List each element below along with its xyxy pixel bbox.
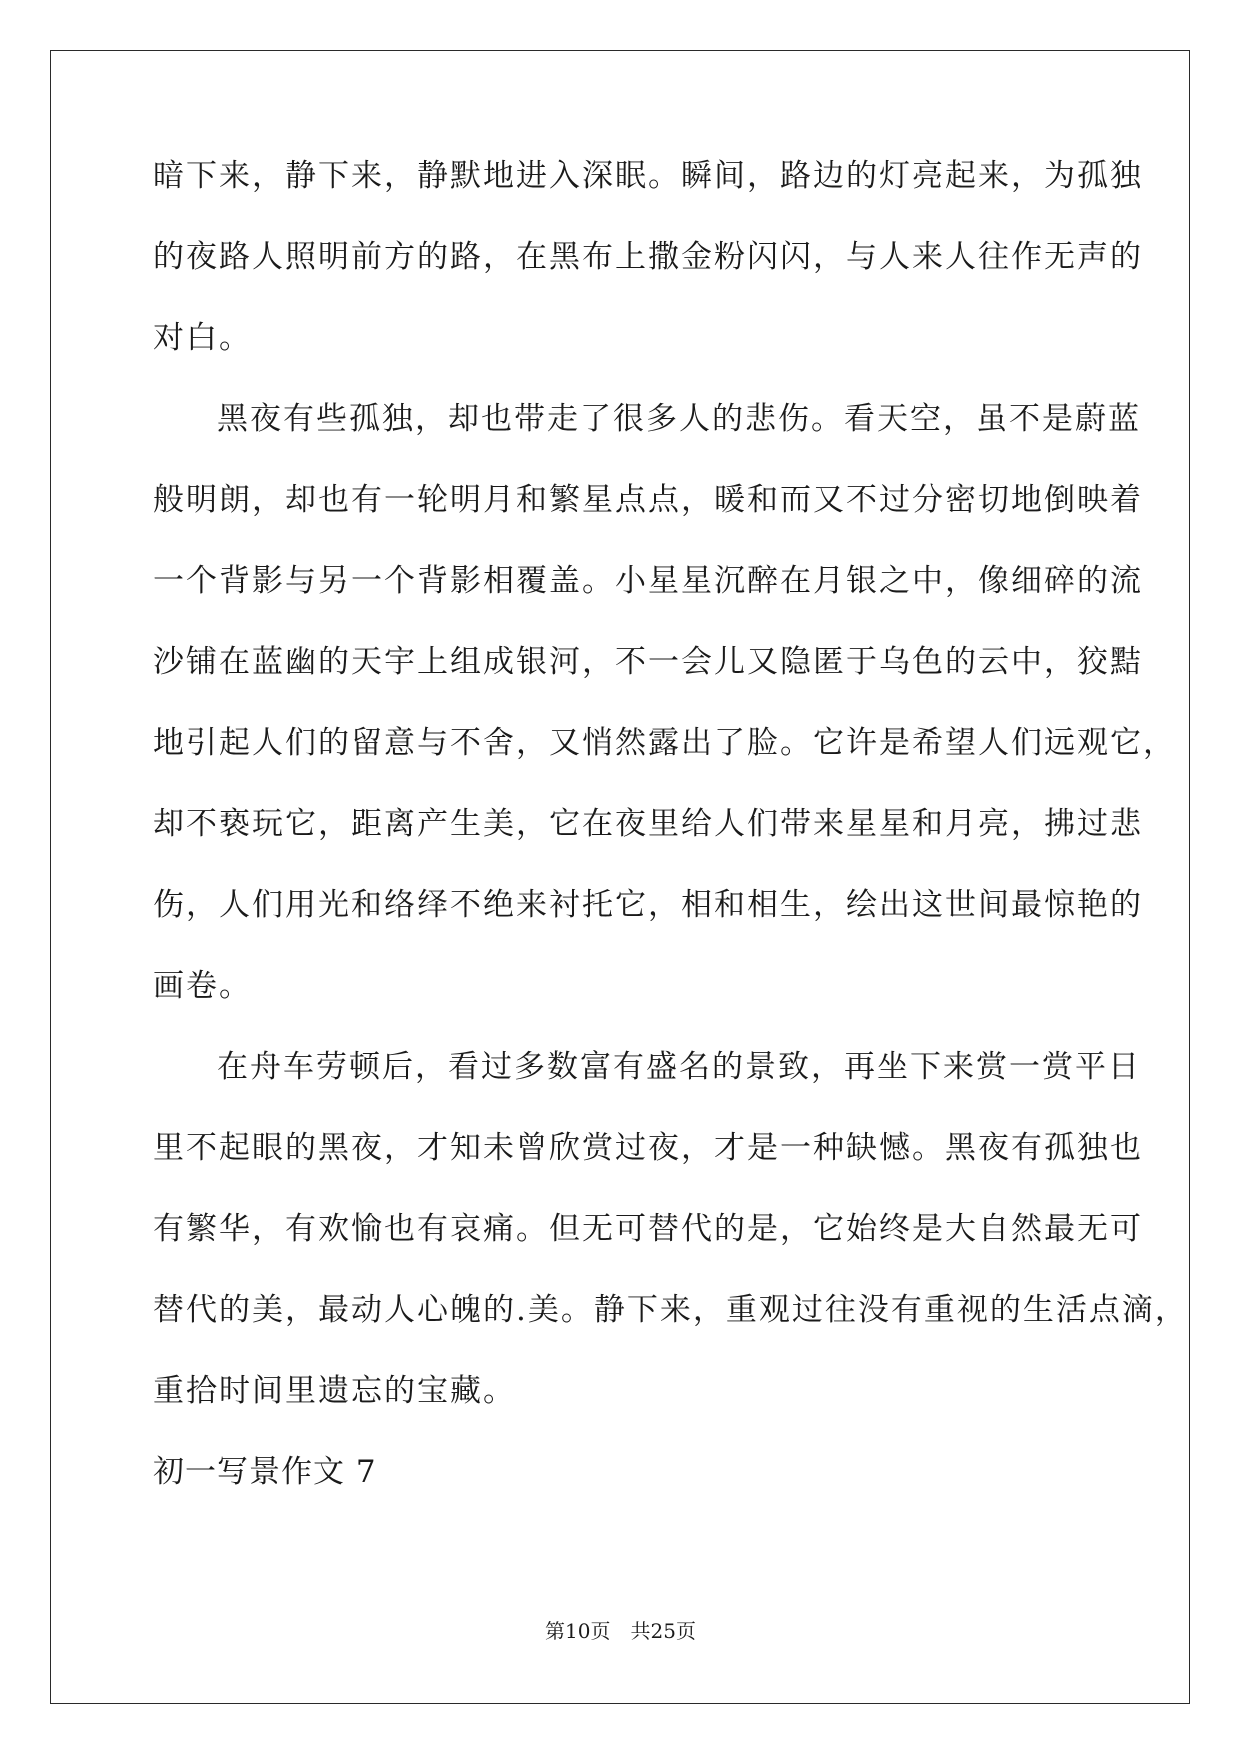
text-line: 画卷。 bbox=[153, 968, 252, 1004]
text-line: 暗下来，静下来，静默地进入深眠。瞬间，路边的灯亮起来，为孤独 bbox=[153, 158, 1143, 194]
text-line: 的夜路人照明前方的路，在黑布上撒金粉闪闪，与人来人往作无声的 bbox=[153, 239, 1143, 275]
text-line: 里不起眼的黑夜，才知未曾欣赏过夜，才是一种缺憾。黑夜有孤独也 bbox=[153, 1130, 1143, 1166]
document-body bbox=[153, 158, 1188, 1535]
section-heading: 初一写景作文 7 bbox=[153, 1454, 377, 1490]
text-line: 般明朗，却也有一轮明月和繁星点点，暖和而又不过分密切地倒映着 bbox=[153, 482, 1143, 518]
text-line: 伤，人们用光和络绎不绝来衬托它，相和相生，绘出这世间最惊艳的 bbox=[153, 887, 1143, 923]
text-line: 重拾时间里遗忘的宝藏。 bbox=[153, 1373, 516, 1409]
text-line: 对白。 bbox=[153, 320, 252, 356]
text-line: 一个背影与另一个背影相覆盖。小星星沉醉在月银之中，像细碎的流 bbox=[153, 563, 1143, 599]
text-line: 地引起人们的留意与不舍，又悄然露出了脸。它许是希望人们远观它， bbox=[153, 725, 1176, 761]
page-number-footer: 第10页 共25页 bbox=[545, 1619, 696, 1643]
paragraph-start-line: 黑夜有些孤独，却也带走了很多人的悲伤。看天空，虽不是蔚蓝 bbox=[217, 401, 1141, 437]
text-line: 沙铺在蓝幽的天宇上组成银河，不一会儿又隐匿于乌色的云中，狡黠 bbox=[153, 644, 1143, 680]
paragraph-start-line: 在舟车劳顿后，看过多数富有盛名的景致，再坐下来赏一赏平日 bbox=[217, 1049, 1141, 1085]
text-line: 却不亵玩它，距离产生美，它在夜里给人们带来星星和月亮，拂过悲 bbox=[153, 806, 1143, 842]
text-line: 有繁华，有欢愉也有哀痛。但无可替代的是，它始终是大自然最无可 bbox=[153, 1211, 1143, 1247]
text-line: 替代的美，最动人心魄的.美。静下来，重观过往没有重视的生活点滴， bbox=[153, 1292, 1188, 1328]
